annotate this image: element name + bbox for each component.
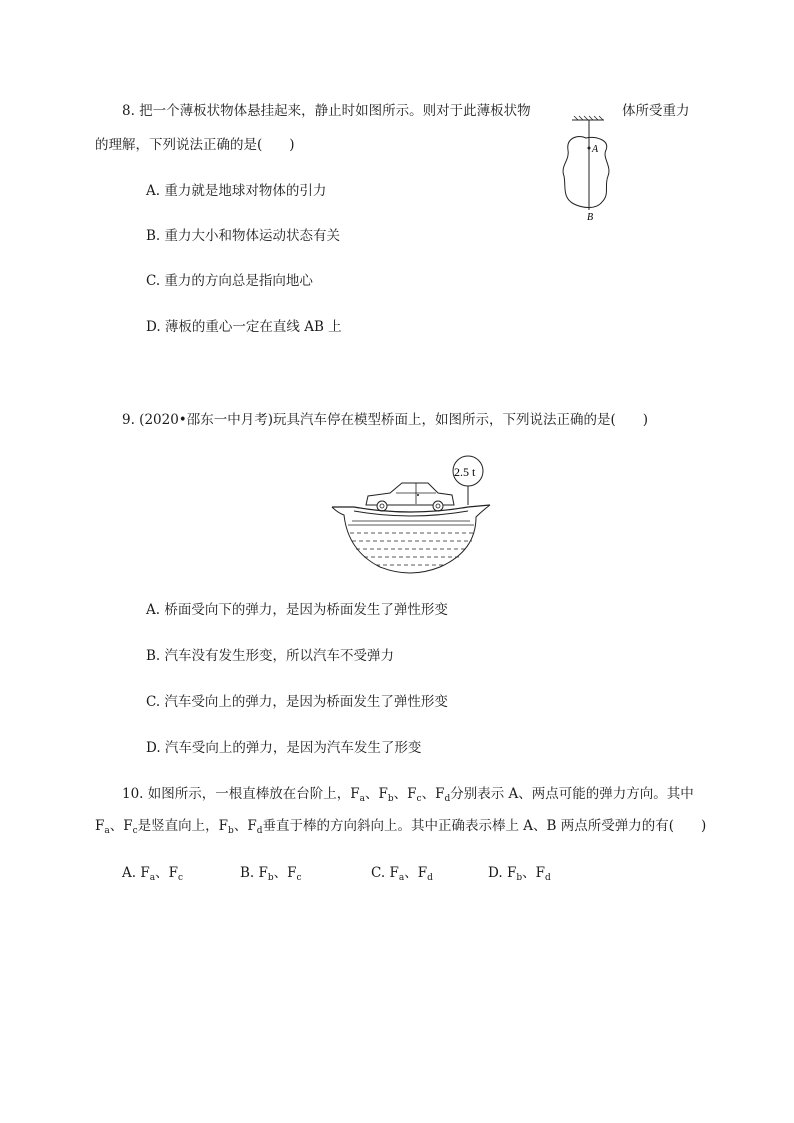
q8-label-b: B xyxy=(587,212,594,223)
q8-stem-line2: 的理解，下列说法正确的是( ) xyxy=(95,137,295,153)
q9-sign-text: 2.5 t xyxy=(454,465,476,479)
q10-stem-line1: 10. 如图所示，一根直棒放在台阶上，$F_a$、$F_b$、$F_c$、$F_d$分别表示 A、两点可能的弹力方向。其中 xyxy=(122,786,694,804)
q8-stem-line1 xyxy=(122,102,531,120)
q9-stem: 9. (2020•邵东一中月考)玩具汽车停在模型桥面上，如图所示，下列说法正确的是( ) xyxy=(122,412,649,428)
q8-option-c: C. 重力的方向总是指向地心 xyxy=(146,273,313,289)
q9-option-b: B. 汽车没有发生形变，所以汽车不受弹力 xyxy=(146,648,395,664)
q8-option-d: D. 薄板的重心一定在直线 AB 上 xyxy=(146,319,342,335)
q10-option-b: B. $F_b$、$F_c$ xyxy=(240,865,302,883)
q10-stem-line2: $F_a$、$F_c$是竖直向上，$F_b$、$F_d$垂直于棒的方向斜向上。其中正确表示棒上 A、B 两点所受弹力的有( ) xyxy=(95,818,707,836)
q8-stem-line1-b: 体所受重力 xyxy=(622,103,690,119)
q8-stem-line1-a: 8. 把一个薄板状物体悬挂起来，静止时如图所示。则对于此薄板状物 xyxy=(122,103,531,119)
q8-option-a: A. 重力就是地球对物体的引力 xyxy=(146,183,327,199)
q10-option-c: C. $F_a$、$F_d$ xyxy=(371,865,433,883)
q9-bridge-figure xyxy=(330,455,500,580)
q9-option-a: A. 桥面受向下的弹力，是因为桥面发生了弹性形变 xyxy=(146,602,448,618)
q9-option-d: D. 汽车受向上的弹力，是因为汽车发生了形变 xyxy=(146,740,422,756)
q8-option-b: B. 重力大小和物体运动状态有关 xyxy=(146,228,341,244)
q8-label-a: A xyxy=(592,144,599,155)
q9-river-basin xyxy=(332,505,490,573)
q9-car-wheel-rear xyxy=(377,501,387,511)
q10-option-a: A. $F_a$、$F_c$ xyxy=(122,865,184,883)
q8-plate-shape xyxy=(563,137,609,208)
q9-option-c: C. 汽车受向上的弹力，是因为桥面发生了弹性形变 xyxy=(146,694,448,710)
q8-hanging-plate-figure xyxy=(556,116,616,226)
q10-option-d: D. $F_b$、$F_d$ xyxy=(488,865,551,883)
q9-car-wheel-front xyxy=(433,501,443,511)
